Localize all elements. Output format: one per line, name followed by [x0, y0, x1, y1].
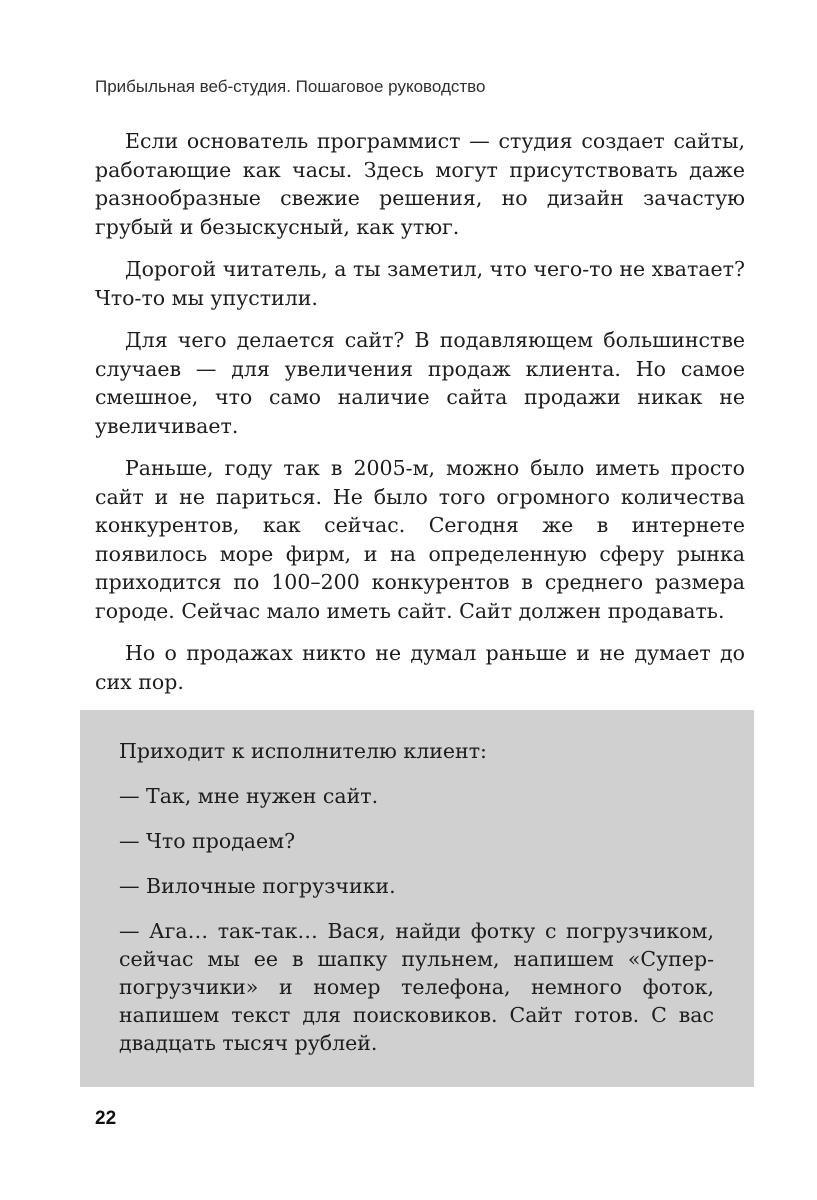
- callout-dialogue-line-2: — Что продаем?: [119, 829, 296, 853]
- callout-dialogue-line-3: — Вилочные погрузчики.: [119, 874, 396, 898]
- paragraph-4: Раньше, году так в 2005-м, можно было иметь просто сайт и не париться. Не было того огромного количества конкурентов, как сейчас. Сегодня же в интернете появилось море фирм, и на определенную сферу рынка приходится по 100–200 конкурентов в среднего размера городе. Сейчас мало иметь сайт. Сайт должен продавать.: [95, 456, 745, 623]
- body-text: [95, 127, 745, 1087]
- callout-dialogue-line-1: — Так, мне нужен сайт.: [119, 784, 379, 808]
- running-header: Прибыльная веб-студия. Пошаговое руководство: [95, 77, 486, 96]
- callout-intro-line: Приходит к исполнителю клиент:: [119, 739, 487, 763]
- callout-box: [80, 710, 754, 1087]
- paragraph-1: Если основатель программист — студия создает сайты, работающие как часы. Здесь могут присутствовать даже разнообразные свежие решения, но дизайн зачастую грубый и безыскусный, как утюг.: [95, 129, 745, 239]
- paragraph-3: Для чего делается сайт? В подавляющем большинстве случаев — для увеличения продаж клиента. Но самое смешное, что само наличие сайта продажи никак не увеличивает.: [95, 328, 745, 438]
- paragraph-5: Но о продажах никто не думал раньше и не думает до сих пор.: [95, 641, 745, 694]
- page-number: 22: [95, 1108, 117, 1129]
- callout-dialogue-line-4: — Ага… так-так… Вася, найди фотку с погрузчиком, сейчас мы ее в шапку пульнем, напишем «Супер-погрузчики» и номер телефона, немного фоток, напишем текст для поисковиков. Сайт готов. С вас двадцать тысяч рублей.: [119, 919, 714, 1055]
- paragraph-2: Дорогой читатель, а ты заметил, что чего-то не хватает? Что-то мы упустили.: [95, 257, 745, 310]
